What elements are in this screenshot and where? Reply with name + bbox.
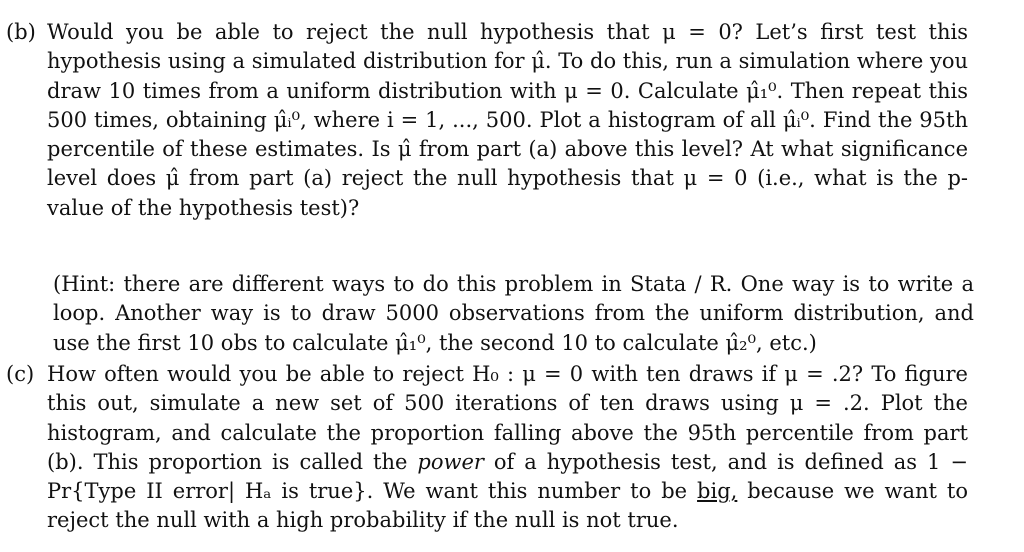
part-b-sentence-7: At what significance level does μ̂ from part (a) reject the null hypothesis that μ = 0 (i.e., what is the p-value of the hypothesis test)? <box>47 137 969 220</box>
part-c-sentence-2: To figure this out, simulate a new set of 500 iterations of ten draws using μ = .2. <box>47 362 968 416</box>
part-b-sentence-4: Plot a histogram of all μ̂ᵢ⁰. <box>539 107 816 132</box>
part-b-label: (b) <box>6 20 36 44</box>
part-c-sentence-4-pre: This proportion is called the <box>93 449 408 474</box>
big-underlined: big, <box>697 479 738 504</box>
part-b-sentence-2: To do this, run a simulation where you draw 10 times from a uniform distribution with μ = 0. Calculate μ̂₁⁰. <box>47 49 968 103</box>
part-c-sentence-5-pre: We want this number to be <box>383 479 688 504</box>
part-b-sentence-6: Is μ̂ from part (a) above this level? <box>371 137 744 162</box>
part-b-sentence-3: Then repeat this 500 times, obtaining μ̂ᵢ⁰, where i = 1, ..., 500. <box>47 78 968 132</box>
part-c-label: (c) <box>6 362 35 386</box>
hint-paragraph: (Hint: there are different ways to do this problem in Stata / R. One way is to write a loop. Another way is to draw 5000 observations from the uniform distribution, and use the first 10 obs to calculate μ̂₁⁰, the second 10 to calculate μ̂₂⁰, etc.) <box>53 272 974 355</box>
part-c-text <box>47 360 968 536</box>
part-c-sentence-1: How often would you be able to reject H₀ : μ = 0 with ten draws if μ = .2? <box>47 362 864 386</box>
part-b-sentence-5: Find the 95th percentile of these estimates. <box>47 107 968 162</box>
part-c-sentence-4-post: of a hypothesis test, and is defined as 1 − Pr{Type II error| Hₐ is true}. <box>47 449 968 504</box>
power-term: power <box>417 449 484 474</box>
part-c-sentence-3: Plot the histogram, and calculate the proportion falling above the 95th percentile from part (b). <box>47 391 968 474</box>
part-b-sentence-1: Would you be able to reject the null hypothesis that μ = 0? Let’s first test this hypothesis using a simulated distribution for μ̂. <box>47 20 968 74</box>
part-b-text <box>47 18 968 223</box>
part-c-sentence-5-post: because we want to reject the null with a high probability if the null is not true. <box>47 479 968 533</box>
